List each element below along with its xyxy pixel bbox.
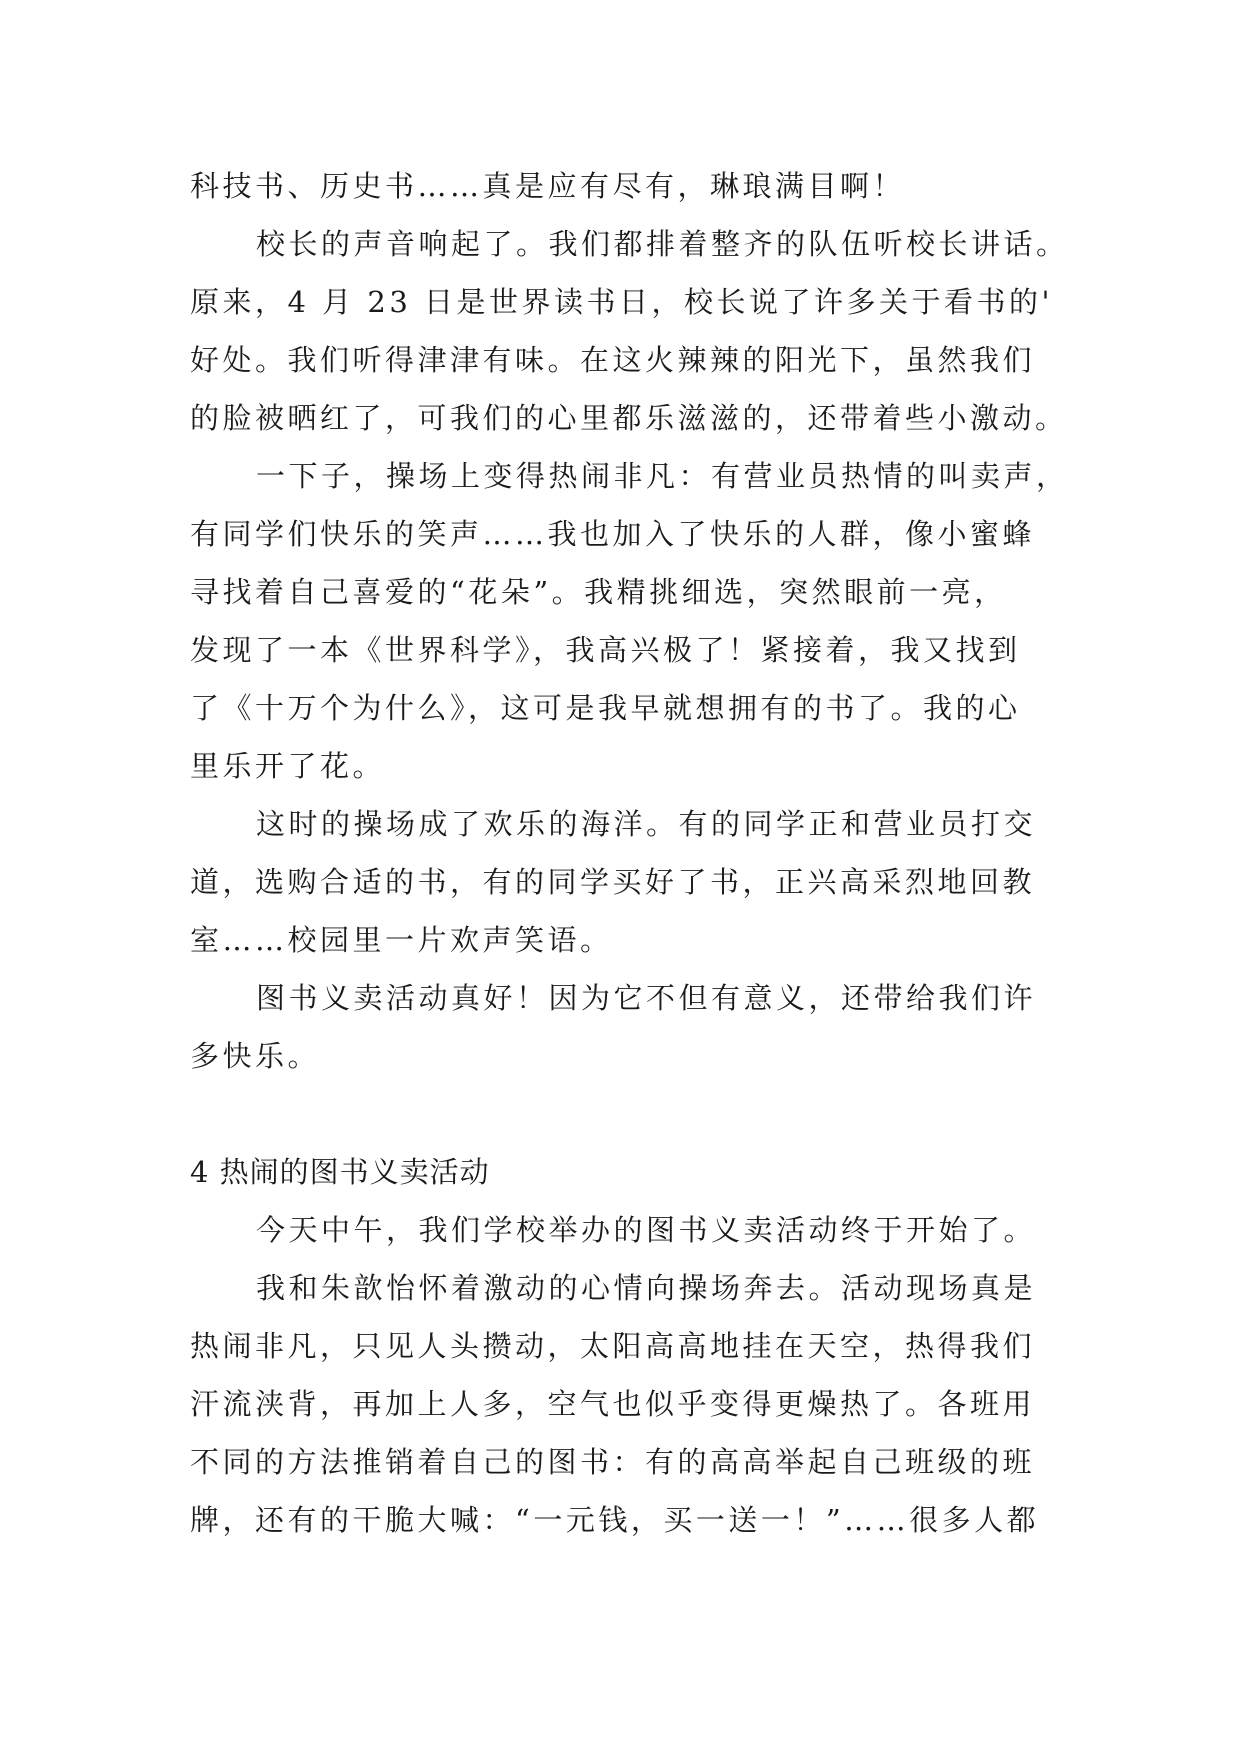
paragraph-first-line: 今天中午，我们学校举办的图书义卖活动终于开始了。 [256, 1213, 1037, 1247]
paragraph-first-line: 这时的操场成了欢乐的海洋。有的同学正和营业员打交 [256, 807, 1037, 841]
paragraph-first-line: 图书义卖活动真好！因为它不但有意义，还带给我们许 [256, 981, 1037, 1015]
text-line: 寻找着自己喜爱的“花朵”。我精挑细选，突然眼前一亮， [190, 575, 1007, 609]
text-line: 好处。我们听得津津有味。在这火辣辣的阳光下，虽然我们 [190, 343, 1036, 377]
text-column [190, 157, 1070, 1549]
text-line: 里乐开了花。 [190, 749, 386, 783]
text-line: 不同的方法推销着自己的图书：有的高高举起自己班级的班 [190, 1445, 1036, 1479]
text-line: 发现了一本《世界科学》，我高兴极了！紧接着，我又找到 [190, 633, 1021, 667]
paragraph-first-line: 我和朱歆怡怀着激动的心情向操场奔去。活动现场真是 [256, 1271, 1037, 1305]
text-line: 科技书、历史书……真是应有尽有，琳琅满目啊！ [190, 169, 906, 203]
text-line: 原来，4 月 23 日是世界读书日，校长说了许多关于看书的' [190, 285, 1053, 319]
section-spacer [190, 1085, 1070, 1143]
text-line: 热闹非凡，只见人头攒动，太阳高高地挂在天空，热得我们 [190, 1329, 1036, 1363]
text-line: 道，选购合适的书，有的同学买好了书，正兴高采烈地回教 [190, 865, 1036, 899]
paragraph-first-line: 一下子，操场上变得热闹非凡：有营业员热情的叫卖声， [256, 459, 1069, 493]
text-line: 了《十万个为什么》，这可是我早就想拥有的书了。我的心 [190, 691, 1021, 725]
text-line: 多快乐。 [190, 1039, 321, 1073]
paragraph-first-line: 校长的声音响起了。我们都排着整齐的队伍听校长讲话。 [256, 227, 1069, 261]
text-line: 的脸被晒红了，可我们的心里都乐滋滋的，还带着些小激动。 [190, 401, 1068, 435]
text-line: 有同学们快乐的笑声……我也加入了快乐的人群，像小蜜蜂 [190, 517, 1036, 551]
essay-heading: 4 热闹的图书义卖活动 [190, 1155, 490, 1189]
text-line: 室……校园里一片欢声笑语。 [190, 923, 613, 957]
text-line: 牌，还有的干脆大喊：“一元钱，买一送一！”……很多人都 [190, 1503, 1040, 1537]
text-line: 汗流浃背，再加上人多，空气也似乎变得更燥热了。各班用 [190, 1387, 1036, 1421]
